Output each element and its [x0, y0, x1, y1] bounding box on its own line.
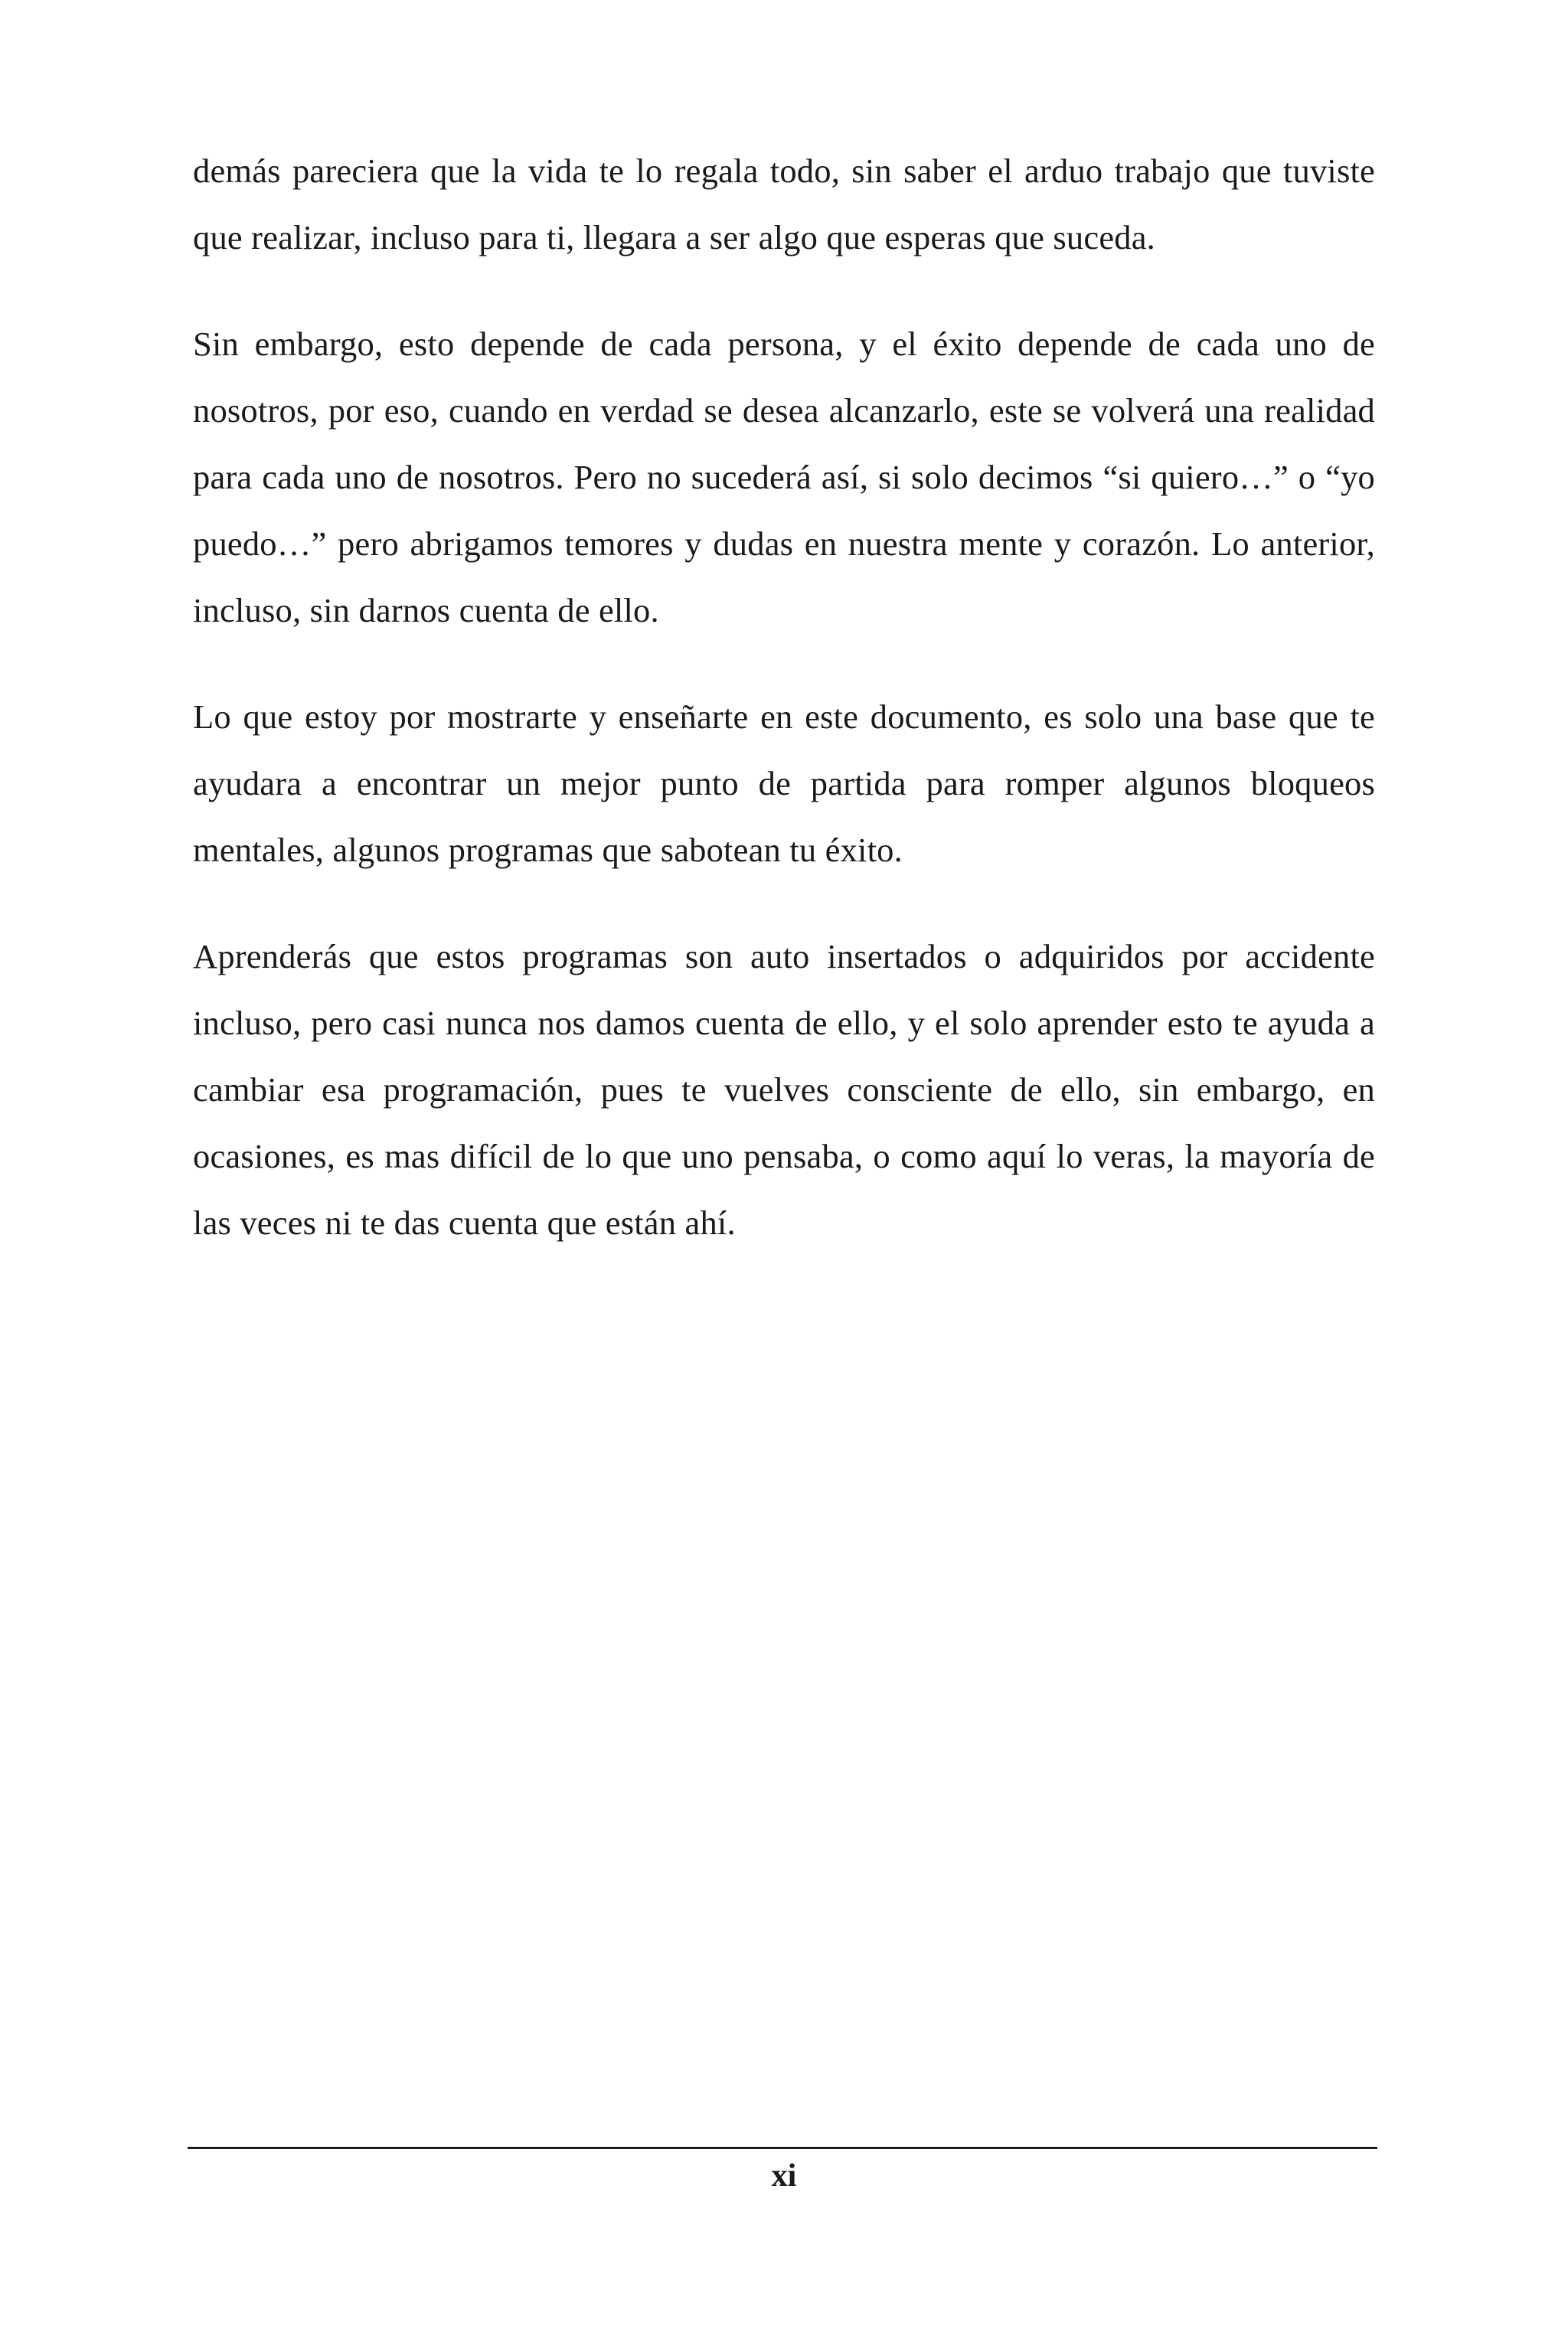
paragraph-1: demás pareciera que la vida te lo regala todo, sin saber el arduo trabajo que tuviste que realizar, incluso para ti, llegara a ser algo que esperas que suceda.: [193, 152, 1375, 256]
paragraph-4: Aprenderás que estos programas son auto insertados o adquiridos por accidente incluso, pero casi nunca nos damos cuenta de ello, y el solo aprender esto te ayuda a cambiar esa programación, pues te vuelves consciente de ello, sin embargo, en ocasiones, es mas difícil de lo que uno pensaba, o como aquí lo veras, la mayoría de las veces ni te das cuenta que están ahí.: [193, 937, 1375, 1242]
paragraph-3: Lo que estoy por mostrarte y enseñarte en este documento, es solo una base que te ayudara a encontrar un mejor punto de partida para romper algunos bloqueos mentales, algunos programas que sabotean tu éxito.: [193, 697, 1375, 869]
body-text: [193, 138, 1375, 1296]
footer-divider: [188, 2147, 1377, 2149]
page-number: xi: [771, 2158, 797, 2194]
paragraph-2: Sin embargo, esto depende de cada persona, y el éxito depende de cada uno de nosotros, por eso, cuando en verdad se desea alcanzarlo, este se volverá una realidad para cada uno de nosotros. Pero no sucederá así, si solo decimos “si quiero…” o “yo puedo…” pero abrigamos temores y dudas en nuestra mente y corazón. Lo anterior, incluso, sin darnos cuenta de ello.: [193, 325, 1375, 629]
